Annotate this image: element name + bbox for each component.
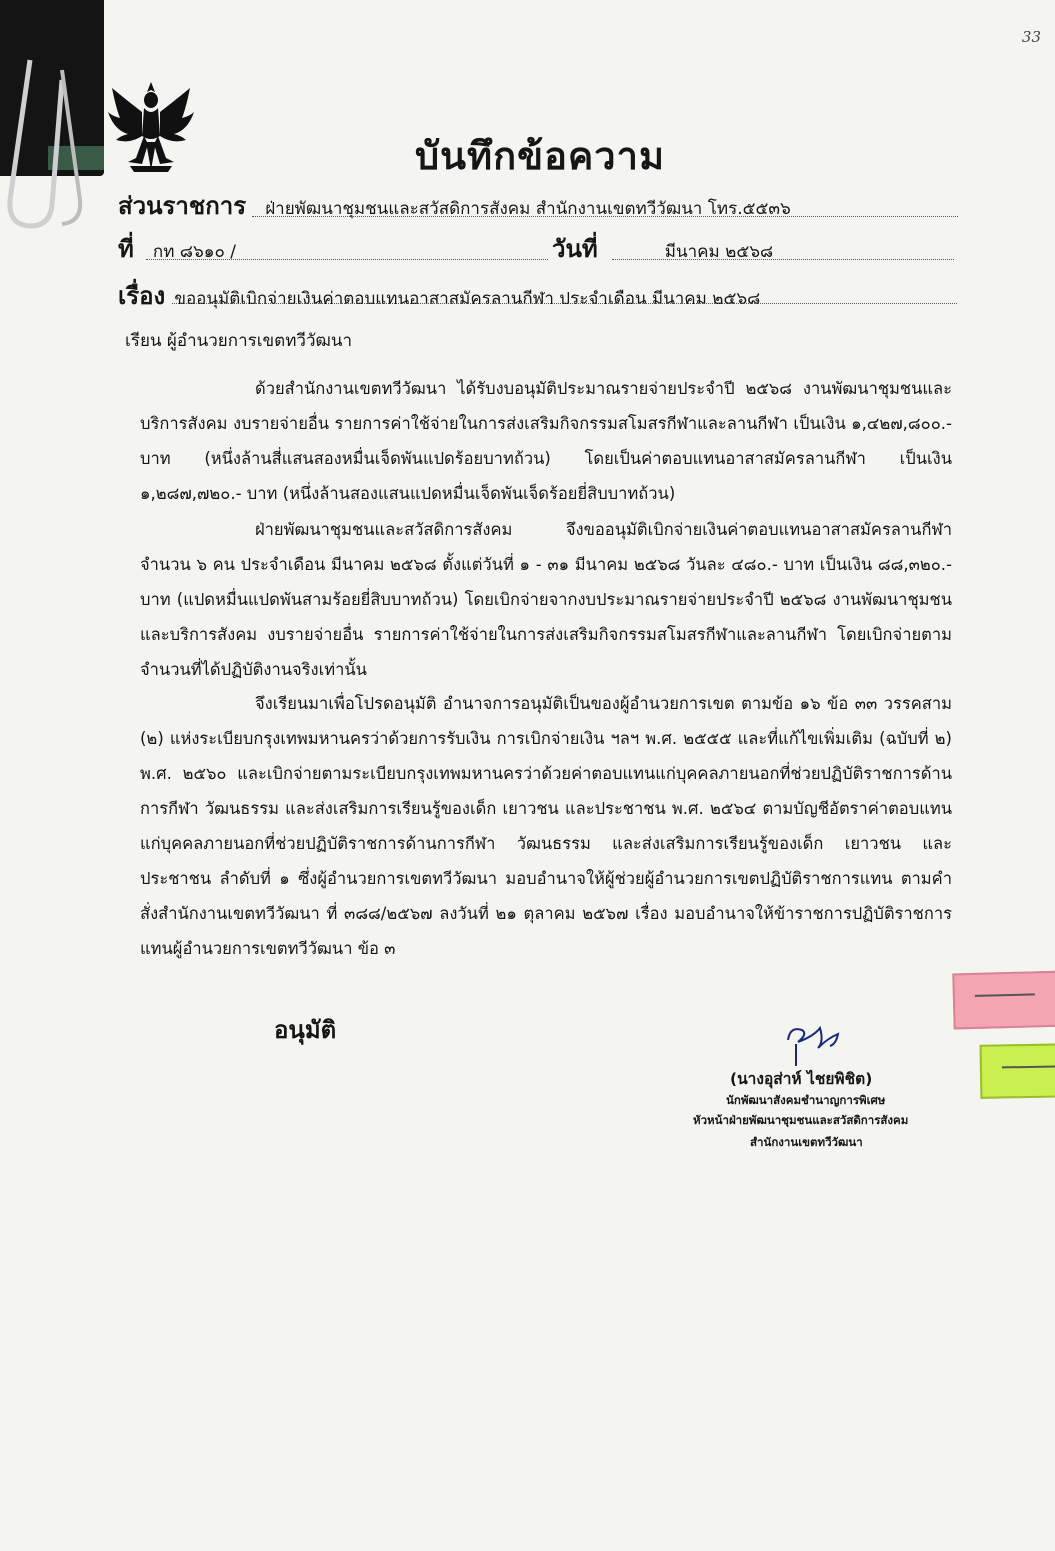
signer-name: (นางอุส่าห์ ไชยพิชิต) bbox=[730, 1070, 873, 1088]
signer-position-1: นักพัฒนาสังคมชำนาญการพิเศษ bbox=[726, 1093, 886, 1107]
subject-value: ขออนุมัติเบิกจ่ายเงินค่าตอบแทนอาสาสมัครลานกีฬา ประจำเดือน มีนาคม ๒๕๖๘ bbox=[174, 289, 761, 309]
date-value: มีนาคม ๒๕๖๘ bbox=[664, 242, 774, 262]
date-label: วันที่ bbox=[552, 235, 598, 263]
binder-clip-wire-icon bbox=[0, 0, 110, 240]
sticky-flag-green bbox=[980, 1043, 1055, 1099]
department-label: ส่วนราชการ bbox=[118, 192, 247, 220]
reference-label: ที่ bbox=[118, 235, 134, 263]
body-paragraph-1: ด้วยสำนักงานเขตทวีวัฒนา ได้รับงบอนุมัติประมาณรายจ่ายประจำปี ๒๕๖๘ งานพัฒนาชุมชนและบริการสังคม งบรายจ่ายอื่น รายการค่าใช้จ่ายในการส่งเสริมกิจกรรมสโมสรกีฬาและลานกีฬา เป็นเงิน ๑,๔๒๗,๘๐๐.- บาท (หนึ่งล้านสี่แสนสองหมื่นเจ็ดพันแปดร้อยบาทถ้วน) โดยเป็นค่าตอบแทนอาสาสมัครลานกีฬา เป็นเงิน ๑,๒๘๗,๗๒๐.- บาท (หนึ่งล้านสองแสนแปดหมื่นเจ็ดพันเจ็ดร้อยยี่สิบบาทถ้วน) bbox=[140, 379, 952, 503]
page-number: 33 bbox=[1021, 28, 1041, 46]
salutation: เรียน ผู้อำนวยการเขตทวีวัฒนา bbox=[125, 331, 353, 351]
reference-value: กท ๘๖๑๐ / bbox=[152, 242, 237, 262]
sticky-flag-pink bbox=[952, 971, 1055, 1030]
memo-title: บันทึกข้อความ bbox=[414, 134, 666, 178]
reference-underline bbox=[146, 259, 548, 260]
subject-row bbox=[118, 276, 760, 315]
signer-position-2: หัวหน้าฝ่ายพัฒนาชุมชนและสวัสดิการสังคม bbox=[693, 1113, 909, 1127]
handwritten-signature-icon bbox=[780, 1018, 860, 1068]
subject-label: เรื่อง bbox=[118, 282, 166, 310]
signer-position-3: สำนักงานเขตทวีวัฒนา bbox=[750, 1135, 863, 1149]
date-row bbox=[552, 229, 773, 268]
body-paragraph-3: จึงเรียนมาเพื่อโปรดอนุมัติ อำนาจการอนุมัติเป็นของผู้อำนวยการเขต ตามข้อ ๑๖ ข้อ ๓๓ วรรคสาม (๒) แห่งระเบียบกรุงเทพมหานครว่าด้วยการรับเงิน การเบิกจ่ายเงิน ฯลฯ พ.ศ. ๒๕๕๕ และที่แก้ไขเพิ่มเติม (ฉบับที่ ๒) พ.ศ. ๒๕๖๐ และเบิกจ่ายตามระเบียบกรุงเทพมหานครว่าด้วยค่าตอบแทนแก่บุคคลภายนอกที่ช่วยปฏิบัติราชการด้านการกีฬา วัฒนธรรม และส่งเสริมการเรียนรู้ของเด็ก เยาวชน และประชาชน พ.ศ. ๒๕๖๔ ตามบัญชีอัตราค่าตอบแทนแก่บุคคลภายนอกที่ช่วยปฏิบัติราชการด้านการกีฬา วัฒนธรรม และส่งเสริมการเรียนรู้ของเด็ก เยาวชน และประชาชน ลำดับที่ ๑ ซึ่งผู้อำนวยการเขตทวีวัฒนา มอบอำนาจให้ผู้ช่วยผู้อำนวยการเขตปฏิบัติราชการแทน ตามคำสั่งสำนักงานเขตทวีวัฒนา ที่ ๓๘๘/๒๕๖๗ ลงวันที่ ๒๑ ตุลาคม ๒๕๖๗ เรื่อง มอบอำนาจให้ข้าราชการปฏิบัติราชการแทนผู้อำนวยการเขตทวีวัฒนา ข้อ ๓ bbox=[140, 694, 952, 958]
subject-underline bbox=[172, 303, 957, 304]
approval-label: อนุมัติ bbox=[274, 1016, 337, 1044]
department-row bbox=[118, 186, 791, 225]
department-underline bbox=[252, 216, 958, 217]
reference-row bbox=[118, 229, 236, 268]
date-underline bbox=[612, 259, 954, 260]
department-value: ฝ่ายพัฒนาชุมชนและสวัสดิการสังคม สำนักงานเขตทวีวัฒนา โทร.๕๕๓๖ bbox=[265, 199, 791, 219]
body-paragraph-2: ฝ่ายพัฒนาชุมชนและสวัสดิการสังคม จึงขออนุมัติเบิกจ่ายเงินค่าตอบแทนอาสาสมัครลานกีฬา จำนวน ๖ คน ประจำเดือน มีนาคม ๒๕๖๘ ตั้งแต่วันที่ ๑ - ๓๑ มีนาคม ๒๕๖๘ วันละ ๔๘๐.- บาท เป็นเงิน ๘๘,๓๒๐.- บาท (แปดหมื่นแปดพันสามร้อยยี่สิบบาทถ้วน) โดยเบิกจ่ายจากงบประมาณรายจ่ายประจำปี ๒๕๖๘ งานพัฒนาชุมชนและบริการสังคม งบรายจ่ายอื่น รายการค่าใช้จ่ายในการส่งเสริมกิจกรรมสโมสรกีฬาและลานกีฬา โดยเบิกจ่ายตามจำนวนที่ได้ปฏิบัติงานจริงเท่านั้น bbox=[140, 520, 952, 679]
